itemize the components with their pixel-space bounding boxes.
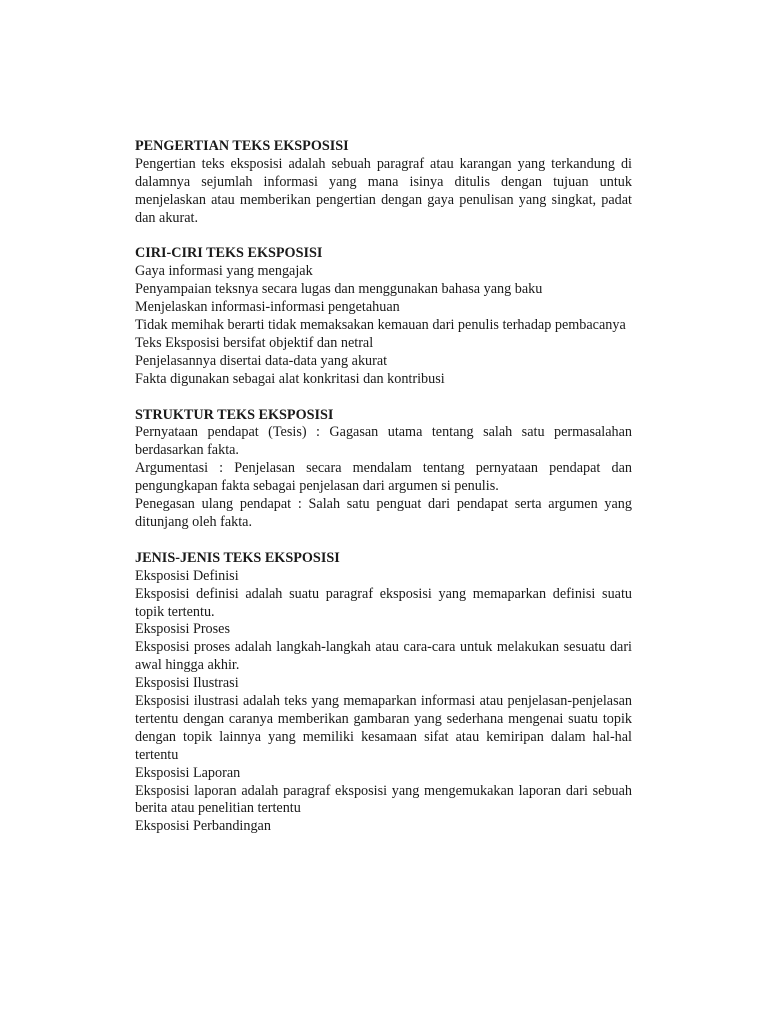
- list-item: Menjelaskan informasi-informasi pengetahuan: [135, 299, 400, 316]
- paragraph: Eksposisi ilustrasi adalah teks yang memaparkan informasi atau penjelasan-penjelasan tertentu dengan caranya memberikan gambaran yang sederhana mengenai suatu topik dengan topik lainnya yang memiliki kesamaan sifat atau kemiripan dalam hal-hal tertentu: [135, 693, 632, 763]
- paragraph: Pernyataan pendapat (Tesis) : Gagasan utama tentang salah satu permasalahan berdasarkan fakta.: [135, 424, 632, 459]
- list-item: Fakta digunakan sebagai alat konkritasi dan kontribusi: [135, 370, 445, 387]
- paragraph: Eksposisi proses adalah langkah-langkah atau cara-cara untuk melakukan sesuatu dari awal hingga akhir.: [135, 639, 632, 674]
- paragraph: Argumentasi : Penjelasan secara mendalam tentang pernyataan pendapat dan pengungkapan fakta sebagai penjelasan dari argumen si penulis.: [135, 460, 632, 495]
- section-heading: STRUKTUR TEKS EKSPOSISI: [135, 406, 334, 423]
- section-heading: PENGERTIAN TEKS EKSPOSISI: [135, 138, 349, 154]
- subheading: Eksposisi Laporan: [135, 764, 241, 781]
- subheading: Eksposisi Proses: [135, 621, 230, 638]
- paragraph: Eksposisi laporan adalah paragraf eksposisi yang mengemukakan laporan dari sebuah berita atau penelitian tertentu: [135, 782, 632, 817]
- section-heading: CIRI-CIRI TEKS EKSPOSISI: [135, 245, 323, 262]
- section-jenis-jenis: [135, 550, 632, 837]
- paragraph: Eksposisi definisi adalah suatu paragraf eksposisi yang memaparkan definisi suatu topik tertentu.: [135, 585, 632, 620]
- document-page: [135, 138, 632, 854]
- paragraph: Pengertian teks eksposisi adalah sebuah paragraf atau karangan yang terkandung di dalamnya sejumlah informasi yang mana isinya ditulis dengan tujuan untuk menjelaskan atau memberikan pengertian dengan gaya penulisan yang singkat, padat dan akurat.: [135, 155, 632, 226]
- subheading: Eksposisi Definisi: [135, 567, 239, 584]
- section-ciri-ciri: [135, 245, 632, 388]
- list-item: Penjelasannya disertai data-data yang akurat: [135, 352, 388, 369]
- list-item: Penyampaian teksnya secara lugas dan menggunakan bahasa yang baku: [135, 281, 543, 298]
- list-item: Gaya informasi yang mengajak: [135, 263, 313, 280]
- section-struktur: [135, 407, 632, 532]
- list-item: Tidak memihak berarti tidak memaksakan kemauan dari penulis terhadap pembacanya: [135, 317, 626, 334]
- section-pengertian: [135, 138, 632, 228]
- subheading: Eksposisi Ilustrasi: [135, 675, 239, 692]
- subheading: Eksposisi Perbandingan: [135, 818, 271, 835]
- list-item: Teks Eksposisi bersifat objektif dan netral: [135, 334, 374, 351]
- paragraph: Penegasan ulang pendapat : Salah satu penguat dari pendapat serta argumen yang ditunjang oleh fakta.: [135, 496, 632, 530]
- section-heading: JENIS-JENIS TEKS EKSPOSISI: [135, 549, 340, 566]
